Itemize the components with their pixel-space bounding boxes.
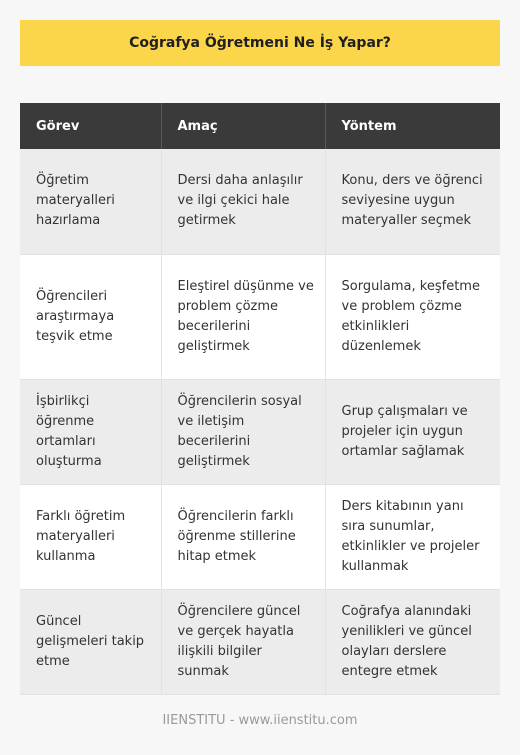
table-cell-gorev: Farklı öğretim materyalleri kullanma bbox=[20, 484, 161, 589]
table-cell-amac: Öğrencilerin farklı öğrenme stillerine hitap etmek bbox=[161, 484, 325, 589]
table-cell-yontem: Grup çalışmaları ve projeler için uygun ortamlar sağlamak bbox=[325, 379, 500, 484]
table-cell-amac: Öğrencilerin sosyal ve iletişim becerilerini geliştirmek bbox=[161, 379, 325, 484]
title-banner bbox=[20, 20, 500, 66]
table-row bbox=[20, 254, 500, 379]
table-cell-amac: Dersi daha anlaşılır ve ilgi çekici hale getirmek bbox=[161, 149, 325, 254]
table-cell-yontem: Ders kitabının yanı sıra sunumlar, etkinlikler ve projeler kullanmak bbox=[325, 484, 500, 589]
table-header-row bbox=[20, 103, 500, 149]
page-title: Coğrafya Öğretmeni Ne İş Yapar? bbox=[129, 35, 391, 51]
table-row bbox=[20, 484, 500, 589]
table-row bbox=[20, 379, 500, 484]
column-header-yontem: Yöntem bbox=[325, 103, 500, 149]
table-cell-amac: Eleştirel düşünme ve problem çözme becerilerini geliştirmek bbox=[161, 254, 325, 379]
column-header-gorev: Görev bbox=[20, 103, 161, 149]
table-cell-amac: Öğrencilere güncel ve gerçek hayatla ilişkili bilgiler sunmak bbox=[161, 589, 325, 694]
footer-credit: IIENSTITU - www.iienstitu.com bbox=[162, 713, 358, 728]
table-cell-gorev: İşbirlikçi öğrenme ortamları oluşturma bbox=[20, 379, 161, 484]
table-cell-yontem: Coğrafya alanındaki yenilikleri ve güncel olayları derslere entegre etmek bbox=[325, 589, 500, 694]
table-row bbox=[20, 149, 500, 254]
duties-table bbox=[20, 103, 500, 695]
table-cell-gorev: Öğretim materyalleri hazırlama bbox=[20, 149, 161, 254]
table-cell-gorev: Öğrencileri araştırmaya teşvik etme bbox=[20, 254, 161, 379]
table-row bbox=[20, 589, 500, 694]
table-cell-yontem: Konu, ders ve öğrenci seviyesine uygun materyaller seçmek bbox=[325, 149, 500, 254]
table-cell-yontem: Sorgulama, keşfetme ve problem çözme etkinlikleri düzenlemek bbox=[325, 254, 500, 379]
table-cell-gorev: Güncel gelişmeleri takip etme bbox=[20, 589, 161, 694]
column-header-amac: Amaç bbox=[161, 103, 325, 149]
